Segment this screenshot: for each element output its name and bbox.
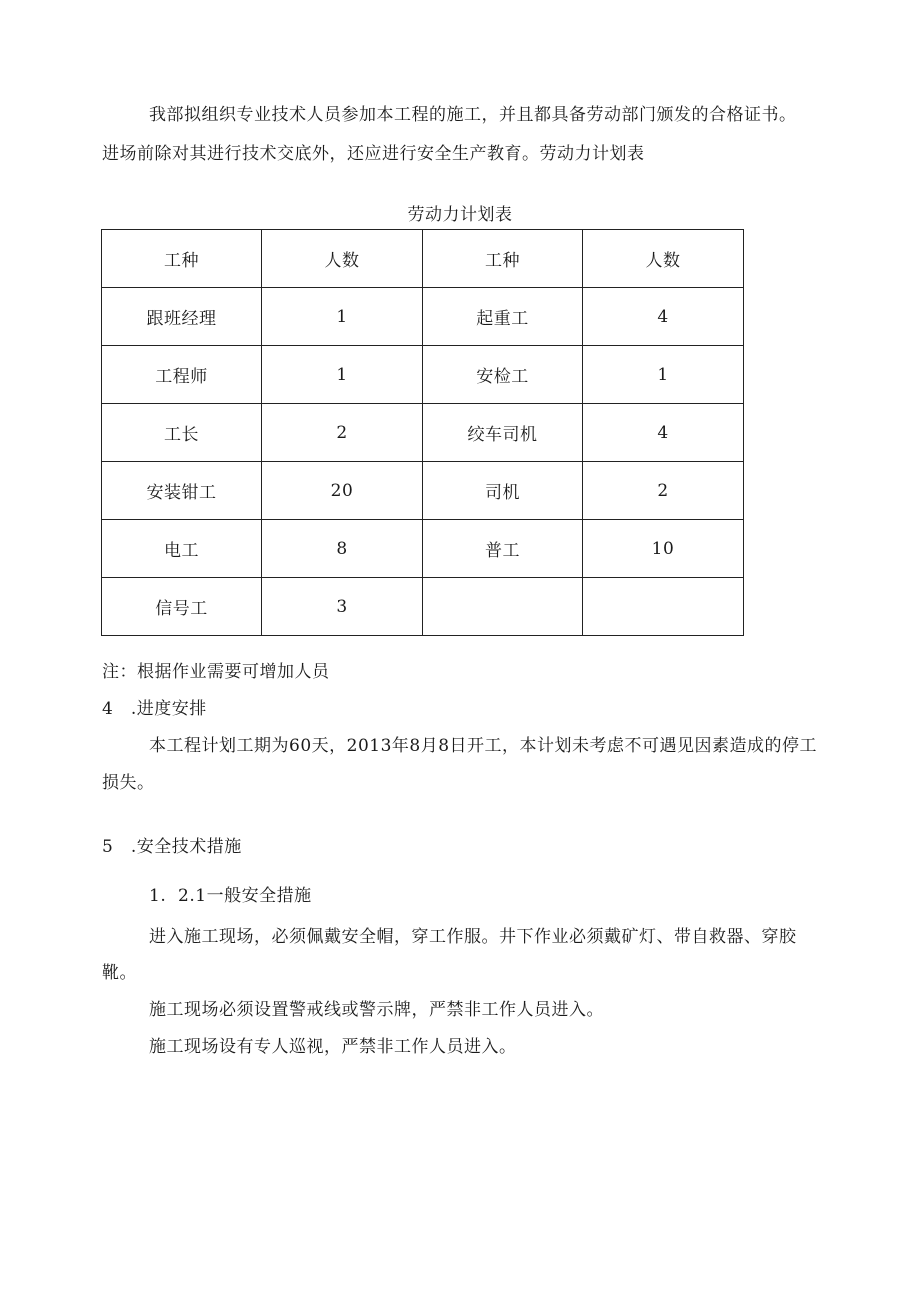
table-cell: 跟班经理 [102,288,262,346]
intro-line-1: 我部拟组织专业技术人员参加本工程的施工，并且都具备劳动部门颁发的合格证书。 [149,105,797,125]
table-cell: 8 [262,520,423,578]
table-row [102,520,744,578]
header-cell-trade: 工种 [423,230,583,288]
table-header-row [102,230,744,288]
schedule-line-1: 本工程计划工期为60天，2013年8月8日开工，本计划未考虑不可遇见因素造成的停工 [149,736,818,756]
table-note: 注：根据作业需要可增加人员 [102,662,330,682]
table-caption: 劳动力计划表 [407,205,513,225]
table-cell [583,578,744,636]
table-cell: 3 [262,578,423,636]
table-row [102,346,744,404]
section-4-heading: 4 .进度安排 [102,699,207,719]
table-cell: 安装钳工 [102,462,262,520]
section-5-heading: 5 .安全技术措施 [102,837,242,857]
safety-item-2: 施工现场必须设置警戒线或警示牌，严禁非工作人员进入。 [149,1000,604,1020]
intro-line-2: 进场前除对其进行技术交底外，还应进行安全生产教育。劳动力计划表 [102,144,645,164]
table-cell: 4 [583,288,744,346]
table-cell: 信号工 [102,578,262,636]
safety-item-3: 施工现场设有专人巡视，严禁非工作人员进入。 [149,1037,517,1057]
table-cell: 绞车司机 [423,404,583,462]
table-cell: 工程师 [102,346,262,404]
table-cell: 电工 [102,520,262,578]
header-cell-count: 人数 [262,230,423,288]
header-cell-count: 人数 [583,230,744,288]
table-cell: 起重工 [423,288,583,346]
table-row [102,404,744,462]
section-5-sub-heading: 1. 2.1一般安全措施 [149,886,312,906]
table-cell: 2 [262,404,423,462]
table-row [102,288,744,346]
table-cell: 1 [262,288,423,346]
table-cell: 普工 [423,520,583,578]
table-cell: 20 [262,462,423,520]
table-cell [423,578,583,636]
table-cell: 2 [583,462,744,520]
table-cell: 10 [583,520,744,578]
table-cell: 1 [583,346,744,404]
table-cell: 司机 [423,462,583,520]
table-row [102,462,744,520]
table-cell: 安检工 [423,346,583,404]
safety-item-1-line-1: 进入施工现场，必须佩戴安全帽，穿工作服。井下作业必须戴矿灯、带自救器、穿胶 [149,927,797,947]
table-cell: 工长 [102,404,262,462]
schedule-line-2: 损失。 [102,773,155,793]
header-cell-trade: 工种 [102,230,262,288]
table-row [102,578,744,636]
safety-item-1-line-2: 靴。 [102,963,137,983]
labor-plan-table [101,229,744,636]
table-cell: 4 [583,404,744,462]
table-cell: 1 [262,346,423,404]
